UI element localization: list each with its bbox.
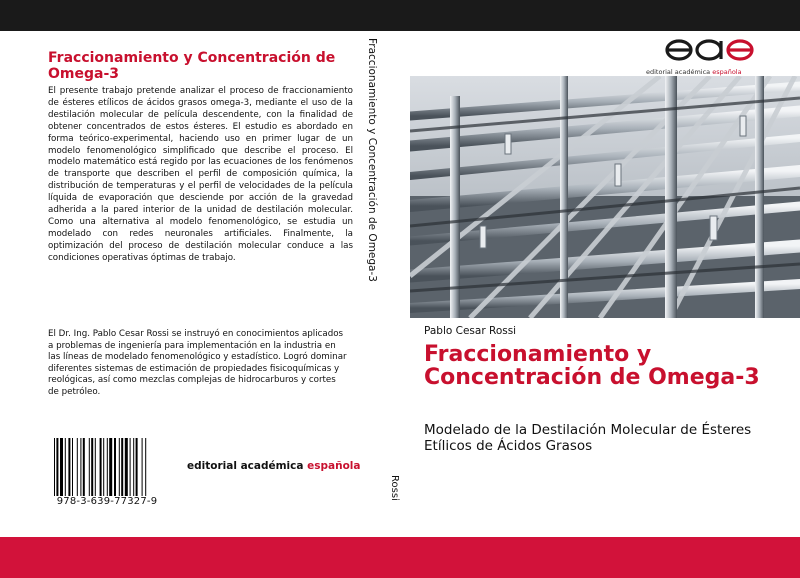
- publisher-name-back: [187, 460, 360, 472]
- back-cover-summary: El presente trabajo pretende analizar el proceso de fraccionamiento de ésteres etílicos de ácidos grasos omega-3, mediante el uso de la destilación molecular de película descendente, con la finalidad de obtener concentrados de estos ésteres. El estudio es abordado en forma teórico-experimental, haciendo uso en primer lugar de un modelo fenomenológico simplificado que describe el proceso. El modelo matemático está regido por las ecuaciones de los fenómenos de transporte que describen el perfil de composición química, la distribución de temperaturas y el perfil de velocidades de la película líquida de evaporación que desciende por acción de la gravedad adherida a la pared interior de la unidad de destilación molecular. Como una alternativa al modelo fenomenológico, se estudia un modelado con redes neuronales artificiales. Finalmente, la optimización del proceso de destilación molecular conduce a las condiciones operativas óptimas de trabajo.: [48, 86, 353, 263]
- cover-photo-pipes: [410, 76, 800, 318]
- spine-title: Fraccionamiento y Concentración de Omega-3: [366, 38, 378, 282]
- barcode-bars: [54, 438, 162, 496]
- logo-caption-main: editorial académica: [646, 68, 713, 76]
- publisher-name-main: editorial académica: [187, 460, 308, 472]
- logo-caption: [646, 68, 742, 76]
- publisher-name-accent: española: [307, 460, 361, 472]
- spine-author: Rossi: [389, 475, 400, 501]
- bottom-band: [0, 537, 800, 578]
- logo-caption-accent: española: [712, 68, 742, 76]
- back-cover-title: Fraccionamiento y Concentración de Omega-3: [48, 50, 336, 82]
- front-title: Fraccionamiento y Concentración de Omega-3: [424, 342, 760, 390]
- front-author: Pablo Cesar Rossi: [424, 325, 517, 337]
- industrial-pipes-image: [410, 76, 800, 318]
- author-biography: El Dr. Ing. Pablo Cesar Rossi se instruyó en conocimientos aplicados a problemas de ingeniería para implementación en la industria en las líneas de modelado fenomenológico y estadístico. Logró dominar diferentes sistemas de estimación de propiedades fisicoquímicas y reológicas, así como mezclas complejas de hidrocarburos y cortes de petróleo.: [48, 329, 347, 397]
- barcode: [48, 438, 166, 514]
- isbn-number: 978-3-639-77327-9: [56, 496, 158, 507]
- top-band: [0, 0, 800, 31]
- front-subtitle: Modelado de la Destilación Molecular de Ésteres Etílicos de Ácidos Grasos: [424, 422, 752, 454]
